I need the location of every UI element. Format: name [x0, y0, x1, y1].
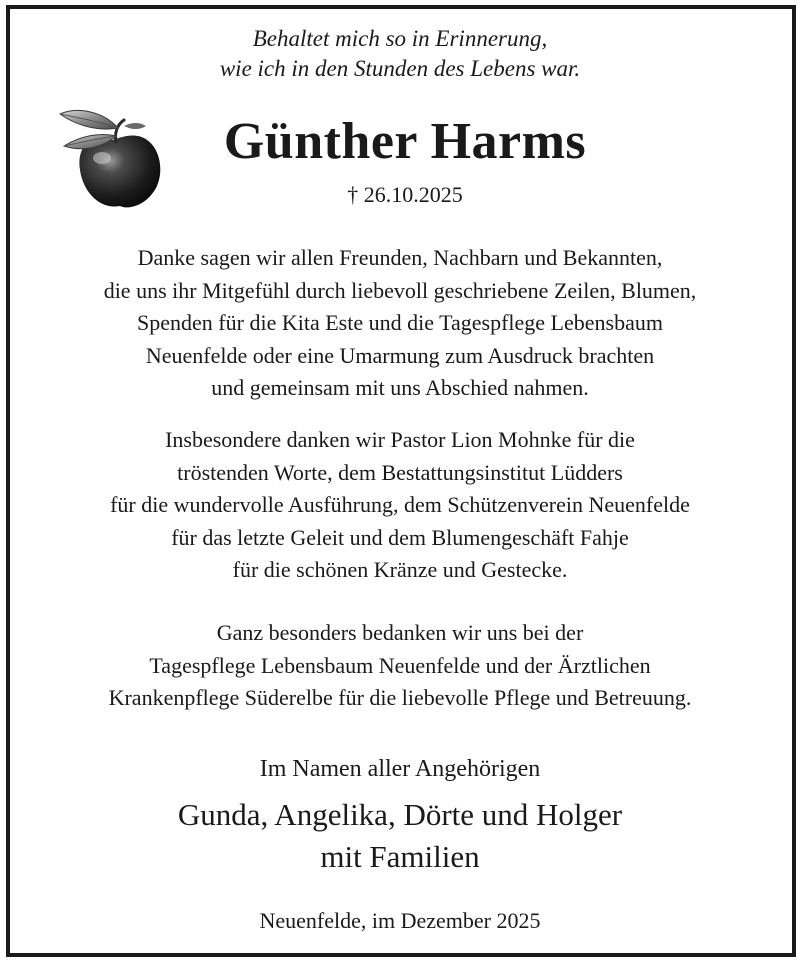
paragraph-line: Krankenpflege Süderelbe für die liebevolle Pflege und Betreuung.: [108, 685, 692, 710]
paragraph-line: die uns ihr Mitgefühl durch liebevoll geschriebene Zeilen, Blumen,: [103, 277, 697, 303]
signoff: Im Namen aller Angehörigen: [259, 756, 541, 782]
paragraph-line: Tagespflege Lebensbaum Neuenfelde und der Ärztlichen: [149, 652, 651, 678]
motto-line-2: wie ich in den Stunden des Lebens war.: [219, 56, 581, 81]
paragraph-line: für die schönen Kränze und Gestecke.: [232, 557, 568, 582]
family-names-line-1: Gunda, Angelika, Dörte und Holger: [177, 797, 623, 832]
deceased-name: Günther Harms: [223, 113, 587, 170]
paragraph-line: für das letzte Geleit und dem Blumengeschäft Fahje: [171, 524, 629, 550]
paragraph-line: Danke sagen wir allen Freunden, Nachbarn und Bekannten,: [137, 245, 663, 270]
paragraph-line: tröstenden Worte, dem Bestattungsinstitut Lüdders: [177, 459, 623, 485]
place-date: Neuenfelde, im Dezember 2025: [259, 908, 541, 933]
family-names-line-2: mit Familien: [320, 839, 480, 874]
thanks-paragraph-2: [0, 424, 800, 587]
paragraph-line: Neuenfelde oder eine Umarmung zum Ausdruck brachten: [145, 342, 655, 368]
paragraph-line: Ganz besonders bedanken wir uns bei der: [216, 620, 584, 645]
family-names: [0, 794, 800, 878]
paragraph-line: Spenden für die Kita Este und die Tagespflege Lebensbaum: [137, 310, 663, 335]
memorial-motto: [0, 24, 800, 84]
thanks-paragraph-3: [0, 617, 800, 715]
paragraph-line: Insbesondere danken wir Pastor Lion Mohnke für die: [165, 427, 635, 452]
thanks-paragraph-1: [0, 242, 800, 405]
death-date: † 26.10.2025: [347, 182, 463, 207]
paragraph-line: und gemeinsam mit uns Abschied nahmen.: [211, 375, 589, 400]
paragraph-line: für die wundervolle Ausführung, dem Schützenverein Neuenfelde: [110, 492, 690, 517]
motto-line-1: Behaltet mich so in Erinnerung,: [252, 26, 548, 51]
